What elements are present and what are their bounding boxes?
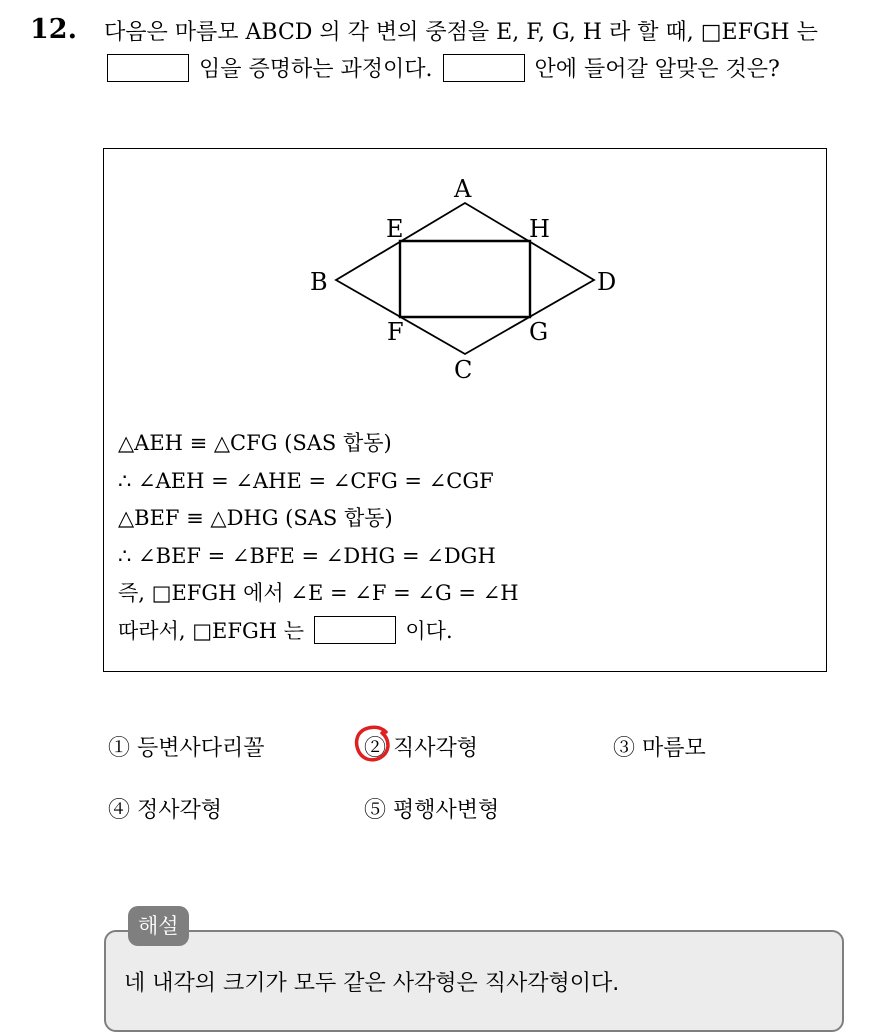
label-d: D [597, 268, 617, 296]
question-text-part1: 다음은 마름모 ABCD 의 각 변의 중점을 E, F, G, H 라 할 때, □EFGH 는 [104, 20, 818, 45]
label-e: E [386, 215, 404, 243]
choice-mark: ③ [613, 736, 636, 761]
choice-5[interactable] [364, 793, 499, 824]
choice-text: 직사각형 [393, 736, 479, 761]
proof-conclusion-suffix: 이다. [405, 618, 453, 643]
answer-blank [314, 616, 396, 644]
explanation-tag: 해설 [128, 906, 189, 946]
choice-mark: ④ [108, 798, 131, 823]
answer-circle-icon [353, 724, 393, 764]
proof-line: ∴ ∠AEH = ∠AHE = ∠CFG = ∠CGF [118, 468, 494, 493]
choice-3[interactable] [613, 731, 706, 762]
answer-blank [107, 54, 189, 82]
label-g: G [529, 318, 549, 346]
rhombus-abcd [336, 203, 594, 354]
label-f: F [387, 318, 404, 346]
proof-box [103, 148, 827, 672]
question-text-part2: 임을 증명하는 과정이다. [199, 57, 433, 82]
choice-mark: ⑤ [364, 798, 387, 823]
proof-line-conclusion [118, 613, 519, 651]
label-a: A [454, 175, 472, 203]
proof-conclusion-prefix: 따라서, □EFGH 는 [118, 618, 305, 643]
choice-1[interactable] [108, 731, 265, 762]
proof-line: 즉, □EFGH 에서 ∠E = ∠F = ∠G = ∠H [118, 581, 519, 605]
choice-mark: ① [108, 736, 131, 761]
choice-text: 마름모 [642, 736, 706, 761]
choice-mark: ② [364, 736, 387, 761]
choice-2[interactable] [364, 731, 478, 762]
explanation-box [104, 930, 844, 1032]
proof-line: △BEF ≡ △DHG (SAS 합동) [118, 506, 393, 530]
choice-text: 평행사변형 [393, 798, 500, 823]
answer-blank [443, 54, 525, 82]
choice-text: 정사각형 [137, 798, 223, 823]
choice-4[interactable] [108, 793, 222, 824]
explanation-text: 네 내각의 크기가 모두 같은 사각형은 직사각형이다. [124, 971, 620, 996]
question-text [104, 14, 864, 88]
rectangle-efgh [400, 241, 530, 317]
label-h: H [529, 215, 550, 243]
label-c: C [454, 356, 473, 384]
choice-text: 등변사다리꼴 [137, 736, 265, 761]
proof-line: ∴ ∠BEF = ∠BFE = ∠DHG = ∠DGH [118, 543, 496, 568]
question-text-part3: 안에 들어갈 알맞은 것은? [534, 57, 780, 82]
question-number: 12. [30, 14, 77, 45]
rhombus-figure [104, 149, 828, 409]
label-b: B [310, 268, 328, 296]
proof-line: △AEH ≡ △CFG (SAS 합동) [118, 431, 392, 455]
proof-text [118, 425, 519, 650]
